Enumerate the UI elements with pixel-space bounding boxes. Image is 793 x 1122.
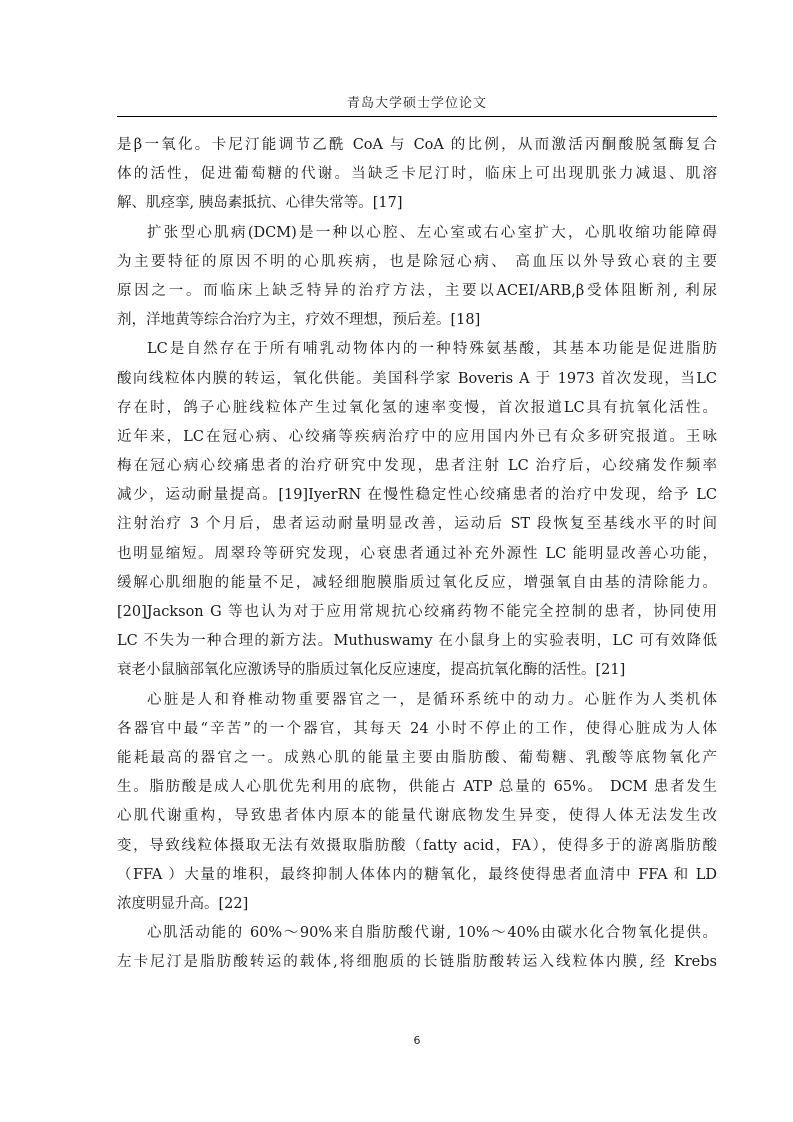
text-line: 原因之一。而临床上缺乏特异的治疗方法，主要以ACEI/ARB,β受体阻断剂, 利尿 — [117, 282, 717, 299]
text-line: 心肌活动能的 60%～90%来自脂肪酸代谢, 10%～40%由碳水化合物氧化提供。 — [147, 925, 717, 942]
text-line: 浓度明显升高。[22] — [117, 895, 249, 912]
header-divider — [117, 116, 717, 117]
page-header-title: 青岛大学硕士学位论文 — [346, 96, 487, 111]
document-body — [117, 131, 717, 977]
text-line: （FFA ）大量的堆积，最终抑制人体体内的糖氧化，最终使得患者血清中 FFA 和 LD — [117, 866, 717, 883]
text-line: 左卡尼汀是脂肪酸转运的载体,将细胞质的长链脂肪酸转运入线粒体内膜, 经 Krebs — [117, 954, 717, 971]
text-line: 衰老小鼠脑部氧化应激诱导的脂质过氧化反应速度，提高抗氧化酶的活性。[21] — [117, 662, 626, 679]
text-line: 为主要特征的原因不明的心肌疾病，也是除冠心病、 高血压以外导致心衰的主要 — [117, 253, 717, 270]
text-line: 各器官中最“辛苦”的一个器官，其每天 24 小时不停止的工作，使得心脏成为人体 — [117, 720, 717, 737]
text-line: 减少，运动耐量提高。[19]IyerRN 在慢性稳定性心绞痛患者的治疗中发现，给予 LC — [117, 487, 717, 504]
text-line: 解、肌痉挛, 胰岛素抵抗、心律失常等。[17] — [117, 195, 403, 212]
text-line: LC 不失为一种合理的新方法。Muthuswamy 在小鼠身上的实验表明，LC 可有效降低 — [117, 633, 717, 650]
text-line: 缓解心肌细胞的能量不足，减轻细胞膜脂质过氧化反应，增强氧自由基的清除能力。 — [117, 574, 717, 591]
text-line: 是β一氧化。卡尼汀能调节乙酰 CoA 与 CoA 的比例，从而激活丙酮酸脱氢酶复合 — [117, 137, 717, 153]
text-line: 变，导致线粒体摄取无法有效摄取脂肪酸（fatty acid，FA），使得多于的游离脂肪酸 — [117, 837, 717, 854]
text-line: 心脏是人和脊椎动物重要器官之一，是循环系统中的动力。心脏作为人类机体 — [147, 691, 717, 708]
text-line: LC是自然存在于所有哺乳动物体内的一种特殊氨基酸，其基本功能是促进脂肪 — [147, 341, 717, 358]
text-line: [20]Jackson G 等也认为对于应用常规抗心绞痛药物不能完全控制的患者，协同使用 — [117, 604, 717, 620]
text-line: 存在时，鸽子心脏线粒体产生过氧化氢的速率变慢，首次报道LC具有抗氧化活性。 — [117, 399, 717, 416]
paragraph — [117, 919, 717, 977]
paragraph — [117, 686, 717, 920]
text-line: 体的活性，促进葡萄糖的代谢。当缺乏卡尼汀时，临床上可出现肌张力减退、肌溶 — [117, 166, 717, 183]
text-line: 梅在冠心病心绞痛患者的治疗研究中发现，患者注射 LC 治疗后，心绞痛发作频率 — [117, 458, 717, 475]
text-line: 能耗最高的器官之一。成熟心肌的能量主要由脂肪酸、葡萄糖、乳酸等底物氧化产 — [117, 749, 717, 766]
text-line: 剂，洋地黄等综合治疗为主，疗效不理想，预后差。[18] — [117, 312, 481, 329]
paragraph — [117, 131, 717, 219]
paragraph — [117, 219, 717, 336]
text-line: 酸向线粒体内膜的转运，氧化供能。美国科学家 Boveris A 于 1973 首次发现，当LC — [117, 370, 717, 387]
page-number: 6 — [413, 1034, 421, 1047]
text-line: 也明显缩短。周翠玲等研究发现，心衰患者通过补充外源性 LC 能明显改善心功能， — [117, 545, 717, 562]
paragraph — [117, 335, 717, 685]
text-line: 扩张型心肌病(DCM)是一种以心腔、左心室或右心室扩大，心肌收缩功能障碍 — [147, 224, 717, 241]
text-line: 生。脂肪酸是成人心肌优先利用的底物，供能占 ATP 总量的 65%。 DCM 患者发生 — [117, 779, 717, 796]
text-line: 注射治疗 3 个月后，患者运动耐量明显改善，运动后 ST 段恢复至基线水平的时间 — [117, 516, 717, 533]
text-line: 近年来，LC在冠心病、心绞痛等疾病治疗中的应用国内外已有众多研究报道。王咏 — [117, 428, 717, 445]
text-line: 心肌代谢重构，导致患者体内原本的能量代谢底物发生异变，使得人体无法发生改 — [117, 808, 717, 825]
